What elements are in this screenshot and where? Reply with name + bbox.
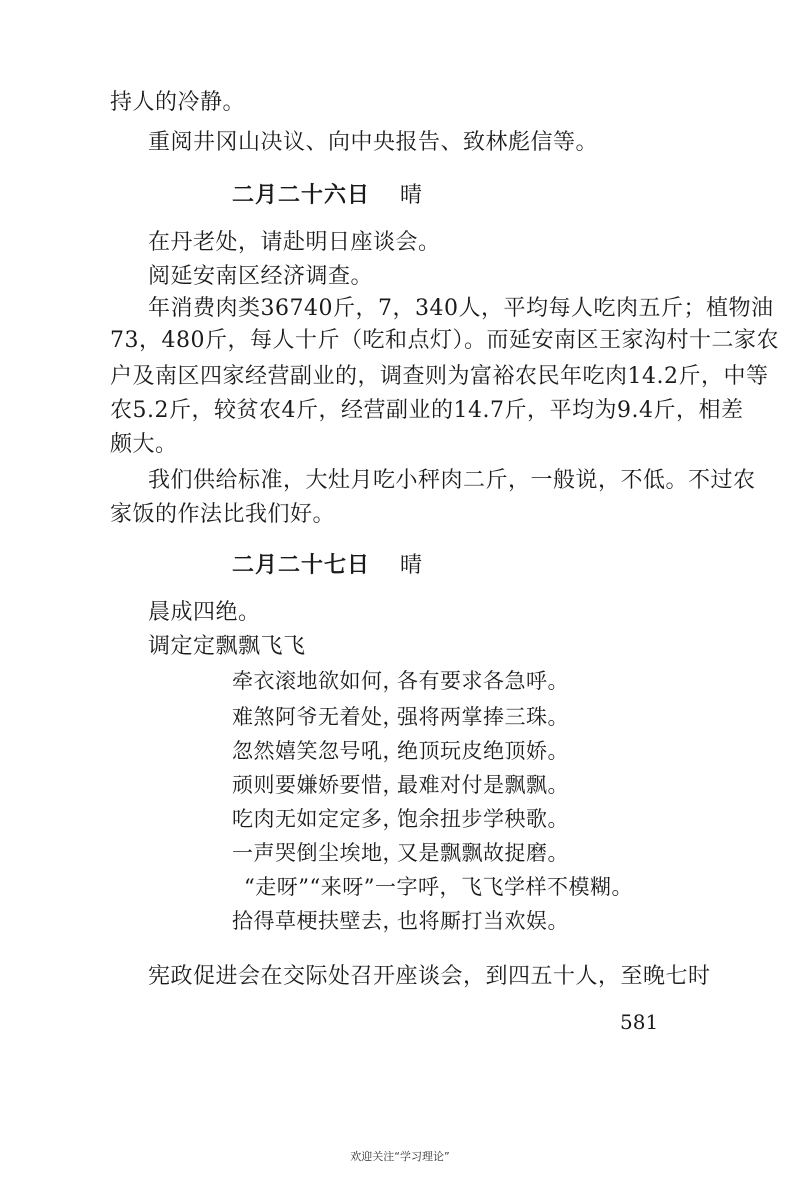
poem-line	[232, 666, 569, 696]
poem-line	[232, 736, 569, 766]
paragraph-line: 家饭的作法比我们好。	[110, 502, 336, 527]
diary-date-heading	[232, 180, 423, 211]
poem-title: 调定定飘飘飞飞	[148, 634, 306, 659]
paragraph-line: 阅延安南区经济调查。	[148, 264, 374, 289]
paragraph-line: 颇大。	[110, 432, 178, 457]
paragraph-line: 重阅井冈山决议、向中央报告、致林彪信等。	[148, 130, 599, 155]
heading-weather: 晴	[400, 183, 424, 208]
poem-first-half: 拾得草梗扶壁去，	[232, 909, 404, 933]
paragraph-line: 户及南区四家经营副业的，调查则为富裕农民年吃肉14.2斤，中等	[110, 364, 769, 389]
poem-first-half: 顽则要嫌娇要惜，	[232, 773, 404, 797]
diary-date-heading	[232, 550, 423, 581]
poem-line	[244, 872, 633, 902]
poem-second-half: 强将两掌捧三珠。	[397, 705, 569, 729]
poem-first-half: 一声哭倒尘埃地，	[232, 841, 404, 865]
paragraph-line: 晨成四绝。	[148, 600, 261, 625]
paragraph-line: 73，480斤，每人十斤（吃和点灯）。而延安南区王家沟村十二家农	[110, 328, 779, 353]
poem-line	[232, 838, 569, 868]
poem-second-half: 也将厮打当欢娱。	[397, 909, 569, 933]
paragraph-line: 宪政促进会在交际处召开座谈会，到四五十人，至晚七时	[148, 964, 711, 989]
poem-first-half: 忽然嬉笑忽号吼，	[232, 739, 404, 763]
poem-full-line: “走呀”“来呀”一字呼，飞飞学样不模糊。	[244, 875, 633, 899]
page-number: 581	[620, 1010, 659, 1034]
poem-second-half: 各有要求各急呼。	[397, 669, 569, 693]
poem-line	[232, 804, 569, 834]
heading-date: 二月二十七日	[232, 552, 371, 578]
poem-line	[232, 906, 569, 936]
paragraph-line: 年消费肉类36740斤，7，340人，平均每人吃肉五斤；植物油	[148, 296, 774, 321]
heading-weather: 晴	[400, 553, 424, 578]
heading-date: 二月二十六日	[232, 182, 371, 208]
poem-second-half: 又是飘飘故捉磨。	[397, 841, 569, 865]
poem-second-half: 绝顶玩皮绝顶娇。	[397, 739, 569, 763]
poem-first-half: 吃肉无如定定多，	[232, 807, 404, 831]
poem-line	[232, 702, 569, 732]
paragraph-line: 我们供给标准，大灶月吃小秤肉二斤，一般说，不低。不过农	[148, 468, 756, 493]
poem-first-half: 难煞阿爷无着处，	[232, 705, 404, 729]
footer-caption: 欢迎关注“学习理论”	[350, 1150, 450, 1163]
paragraph-line: 农5.2斤，较贫农4斤，经营副业的14.7斤，平均为9.4斤，相差	[110, 398, 744, 423]
poem-second-half: 饱余扭步学秧歌。	[397, 807, 569, 831]
paragraph-line: 持人的冷静。	[110, 90, 246, 115]
paragraph-line: 在丹老处，请赴明日座谈会。	[148, 230, 441, 255]
poem-first-half: 牵衣滚地欲如何，	[232, 669, 404, 693]
poem-second-half: 最难对付是飘飘。	[397, 773, 569, 797]
poem-line	[232, 770, 569, 800]
